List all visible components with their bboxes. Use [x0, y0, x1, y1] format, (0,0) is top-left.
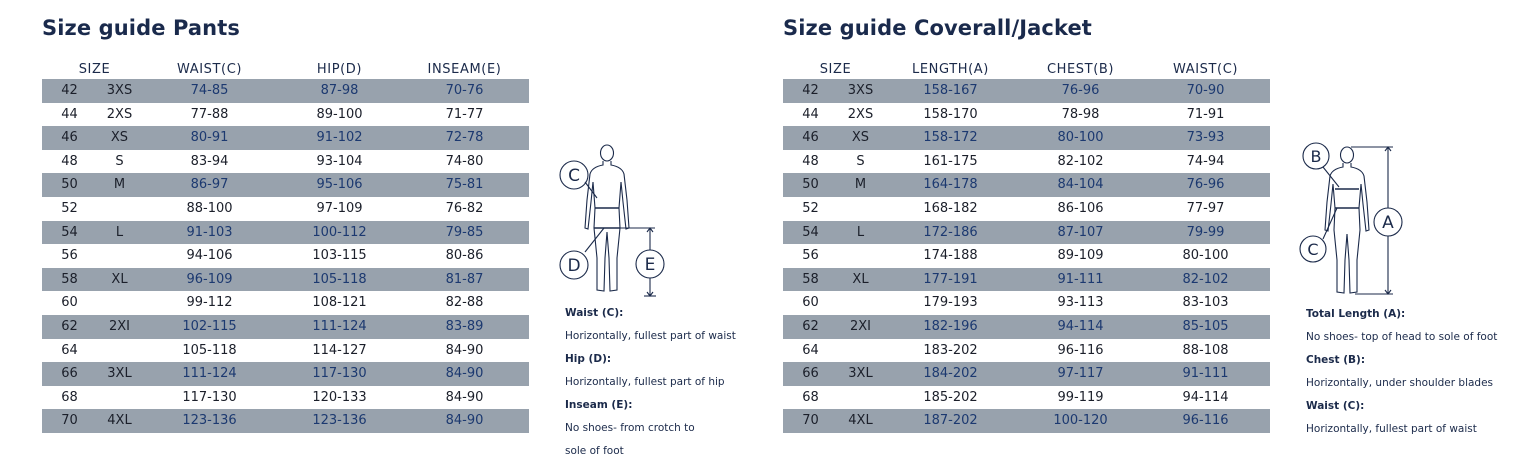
column-header: WAIST(C) [1172, 62, 1239, 77]
table-row [783, 221, 1270, 245]
table-cell: 3XS [847, 83, 874, 98]
table-cell: 179-193 [923, 295, 978, 311]
table-cell: 78-98 [1061, 106, 1100, 122]
table-cell: 52 [61, 200, 78, 216]
table-cell: 158-170 [923, 106, 978, 122]
table-cell: 2XS [847, 106, 874, 122]
table-cell: 89-109 [1057, 248, 1104, 264]
table-cell: 91-111 [1057, 271, 1104, 287]
table-row [783, 386, 1270, 410]
table-cell [97, 244, 142, 268]
table-cell: 88-108 [1182, 342, 1229, 358]
table-cell [97, 339, 142, 363]
table-row [42, 409, 529, 433]
table-cell: 2XI [849, 318, 871, 334]
table-cell: 54 [802, 224, 819, 240]
column-header: HIP(D) [316, 62, 363, 77]
table-cell: 70-76 [445, 83, 484, 98]
table-cell: 70 [61, 413, 78, 429]
note-length-label: Total Length (A): [1306, 308, 1406, 320]
note-waist-label: Waist (C): [565, 307, 624, 319]
table-cell [838, 197, 883, 221]
table-cell: 80-100 [1057, 130, 1104, 146]
table-cell: 164-178 [923, 177, 978, 193]
column-header: SIZE [78, 62, 111, 77]
table-cell: 111-124 [182, 366, 237, 382]
table-cell: 97-109 [316, 200, 363, 216]
table-row [783, 79, 1270, 103]
note-chest-label: Chest (B): [1306, 354, 1366, 366]
table-row [42, 315, 529, 339]
table-cell: 83-94 [190, 153, 229, 169]
table-cell: 86-97 [190, 177, 229, 193]
table-cell: 82-88 [445, 295, 484, 311]
table-cell: 174-188 [923, 248, 978, 264]
table-cell: 54 [61, 224, 78, 240]
table-cell: 46 [802, 130, 819, 146]
note-hip-text: Horizontally, fullest part of hip [565, 376, 725, 388]
table-cell: 182-196 [923, 318, 978, 334]
table-cell: 82-102 [1057, 153, 1104, 169]
table-cell: L [856, 224, 865, 240]
table-cell: 52 [802, 200, 819, 216]
pants-notes [565, 302, 736, 463]
table-cell: 123-136 [182, 413, 237, 429]
column-header: LENGTH(A) [912, 62, 989, 77]
table-cell: 94-114 [1057, 318, 1104, 334]
table-cell: 56 [61, 248, 78, 264]
table-cell [97, 197, 142, 221]
table-row [42, 103, 529, 127]
table-cell: 64 [61, 342, 78, 358]
table-cell: 84-104 [1057, 177, 1104, 193]
table-row [42, 362, 529, 386]
table-cell: 80-91 [190, 130, 229, 146]
column-header: CHEST(B) [1046, 62, 1115, 77]
table-cell: 117-130 [312, 366, 367, 382]
table-cell: 89-100 [316, 106, 363, 122]
coverall-measurement-figure [1295, 138, 1415, 303]
table-cell: 80-86 [445, 248, 484, 264]
table-cell: 68 [61, 389, 78, 405]
table-cell: 77-97 [1186, 200, 1225, 216]
table-cell: M [113, 177, 126, 193]
table-cell: 105-118 [312, 271, 367, 287]
table-row [42, 386, 529, 410]
table-cell: 70 [802, 413, 819, 429]
table-cell: 60 [61, 295, 78, 311]
table-cell: 74-80 [445, 153, 484, 169]
note-waist-text: Horizontally, fullest part of waist [565, 330, 736, 342]
table-cell: 84-90 [445, 413, 484, 429]
table-cell: 60 [802, 295, 819, 311]
table-cell: 4XL [107, 413, 132, 429]
table-cell: 50 [802, 177, 819, 193]
table-cell: 2XS [106, 106, 133, 122]
table-cell: 177-191 [923, 271, 978, 287]
note-chest-text: Horizontally, under shoulder blades [1306, 377, 1494, 389]
table-cell: 117-130 [182, 389, 237, 405]
table-cell: 73-93 [1186, 130, 1225, 146]
table-row [42, 126, 529, 150]
table-cell: 172-186 [923, 224, 978, 240]
table-cell: 84-90 [445, 389, 484, 405]
table-row [783, 268, 1270, 292]
table-cell: L [115, 224, 124, 240]
table-cell: 81-87 [445, 271, 484, 287]
table-cell: 88-100 [186, 200, 233, 216]
table-cell: 108-121 [312, 295, 367, 311]
table-cell: 161-175 [923, 153, 978, 169]
pants-measurement-figure [552, 140, 672, 305]
table-cell: 96-116 [1057, 342, 1104, 358]
coverall-title: Size guide Coverall/Jacket [783, 16, 1092, 40]
table-cell: 75-81 [445, 177, 484, 193]
table-cell: 184-202 [923, 366, 978, 382]
table-cell: 3XS [106, 83, 133, 98]
note-length-text: No shoes- top of head to sole of foot [1306, 331, 1498, 343]
column-header: SIZE [819, 62, 852, 77]
table-cell: 100-112 [312, 224, 367, 240]
table-cell: 83-103 [1182, 295, 1229, 311]
table-row [42, 197, 529, 221]
table-cell: 168-182 [923, 200, 978, 216]
pants-size-table [42, 60, 529, 433]
table-row [783, 291, 1270, 315]
table-cell: XS [110, 130, 129, 146]
table-row [42, 268, 529, 292]
table-cell: 72-78 [445, 130, 484, 146]
table-cell: 111-124 [312, 318, 367, 334]
table-row [42, 79, 529, 103]
table-cell: 94-114 [1182, 389, 1229, 405]
table-cell: 3XL [107, 366, 132, 382]
table-cell: 91-111 [1182, 366, 1229, 382]
label-e: E [644, 255, 656, 275]
table-row [42, 339, 529, 363]
table-cell: XS [851, 130, 870, 146]
table-row [42, 291, 529, 315]
label-b: B [1310, 147, 1322, 166]
table-cell: 84-90 [445, 366, 484, 382]
table-row [42, 221, 529, 245]
table-row [783, 103, 1270, 127]
table-cell: 76-96 [1061, 83, 1100, 98]
table-cell [838, 244, 883, 268]
table-cell: 80-100 [1182, 248, 1229, 264]
table-cell: 96-109 [186, 271, 233, 287]
table-cell: 64 [802, 342, 819, 358]
note-waist-c-label: Waist (C): [1306, 400, 1365, 412]
table-row [42, 150, 529, 174]
table-cell: XL [111, 271, 128, 287]
label-c-coverall: C [1307, 240, 1319, 259]
table-row [783, 315, 1270, 339]
label-a: A [1382, 213, 1394, 233]
table-cell: 95-106 [316, 177, 363, 193]
table-cell: 99-119 [1057, 389, 1104, 405]
table-cell: 187-202 [923, 413, 978, 429]
table-cell: S [856, 153, 865, 169]
table-cell: 87-98 [320, 83, 359, 98]
table-row [783, 126, 1270, 150]
table-row [783, 150, 1270, 174]
table-cell: 77-88 [190, 106, 229, 122]
table-cell: 68 [802, 389, 819, 405]
table-cell: 46 [61, 130, 78, 146]
table-cell: 74-85 [190, 83, 229, 98]
table-cell [838, 339, 883, 363]
table-cell: 62 [802, 318, 819, 334]
table-cell: 74-94 [1186, 153, 1225, 169]
table-cell: 93-113 [1057, 295, 1104, 311]
table-cell: 4XL [848, 413, 873, 429]
table-cell: 158-172 [923, 130, 978, 146]
table-cell: 87-107 [1057, 224, 1104, 240]
table-header [42, 60, 529, 79]
table-cell: 93-104 [316, 153, 363, 169]
note-inseam-text: No shoes- from crotch to [565, 422, 695, 434]
table-cell: 56 [802, 248, 819, 264]
table-cell: 91-103 [186, 224, 233, 240]
table-cell: 96-116 [1182, 413, 1229, 429]
table-cell: 3XL [848, 366, 873, 382]
table-cell: 44 [61, 106, 78, 122]
table-cell: 66 [802, 366, 819, 382]
table-cell: 158-167 [923, 83, 978, 98]
table-header [783, 60, 1270, 79]
table-cell: 42 [61, 83, 78, 98]
note-inseam-text-2: sole of foot [565, 445, 624, 457]
table-cell: 76-96 [1186, 177, 1225, 193]
table-cell: M [854, 177, 867, 193]
table-cell: 100-120 [1053, 413, 1108, 429]
table-cell: 71-77 [445, 106, 484, 122]
table-cell: 83-89 [445, 318, 484, 334]
note-hip-label: Hip (D): [565, 353, 612, 365]
table-cell [838, 386, 883, 410]
table-cell: 76-82 [445, 200, 484, 216]
table-cell: 91-102 [316, 130, 363, 146]
table-cell: 84-90 [445, 342, 484, 358]
column-header: INSEAM(E) [427, 62, 502, 77]
coverall-notes [1306, 303, 1497, 441]
table-cell: 58 [61, 271, 78, 287]
table-cell: 123-136 [312, 413, 367, 429]
table-cell: 114-127 [312, 342, 367, 358]
table-cell: 183-202 [923, 342, 978, 358]
table-cell: 48 [802, 153, 819, 169]
table-cell: 86-106 [1057, 200, 1104, 216]
label-c: C [568, 166, 580, 186]
table-cell: XL [852, 271, 869, 287]
table-row [783, 244, 1270, 268]
table-cell: 70-90 [1186, 83, 1225, 98]
table-cell: 2XI [108, 318, 130, 334]
table-cell: 79-85 [445, 224, 484, 240]
table-cell: 82-102 [1182, 271, 1229, 287]
table-cell: 58 [802, 271, 819, 287]
table-cell: 97-117 [1057, 366, 1104, 382]
table-cell: 120-133 [312, 389, 367, 405]
table-cell: 79-99 [1186, 224, 1225, 240]
pants-title: Size guide Pants [42, 16, 240, 40]
table-cell: 71-91 [1186, 106, 1225, 122]
table-cell: 102-115 [182, 318, 237, 334]
label-d: D [567, 256, 581, 276]
table-cell: 99-112 [186, 295, 233, 311]
table-cell: 103-115 [312, 248, 367, 264]
table-row [783, 197, 1270, 221]
table-cell: S [115, 153, 124, 169]
table-cell: 85-105 [1182, 318, 1229, 334]
table-cell: 185-202 [923, 389, 978, 405]
coverall-size-table [783, 60, 1270, 433]
table-cell: 48 [61, 153, 78, 169]
table-row [42, 244, 529, 268]
table-cell: 42 [802, 83, 819, 98]
table-cell [97, 386, 142, 410]
note-inseam-label: Inseam (E): [565, 399, 633, 411]
table-cell: 105-118 [182, 342, 237, 358]
table-cell: 62 [61, 318, 78, 334]
table-row [783, 173, 1270, 197]
note-waist-c-text: Horizontally, fullest part of waist [1306, 423, 1477, 435]
table-cell [838, 291, 883, 315]
table-row [783, 362, 1270, 386]
table-cell: 66 [61, 366, 78, 382]
table-cell [97, 291, 142, 315]
table-row [42, 173, 529, 197]
table-cell: 44 [802, 106, 819, 122]
column-header: WAIST(C) [176, 62, 243, 77]
table-row [783, 339, 1270, 363]
table-cell: 50 [61, 177, 78, 193]
table-row [783, 409, 1270, 433]
table-cell: 94-106 [186, 248, 233, 264]
